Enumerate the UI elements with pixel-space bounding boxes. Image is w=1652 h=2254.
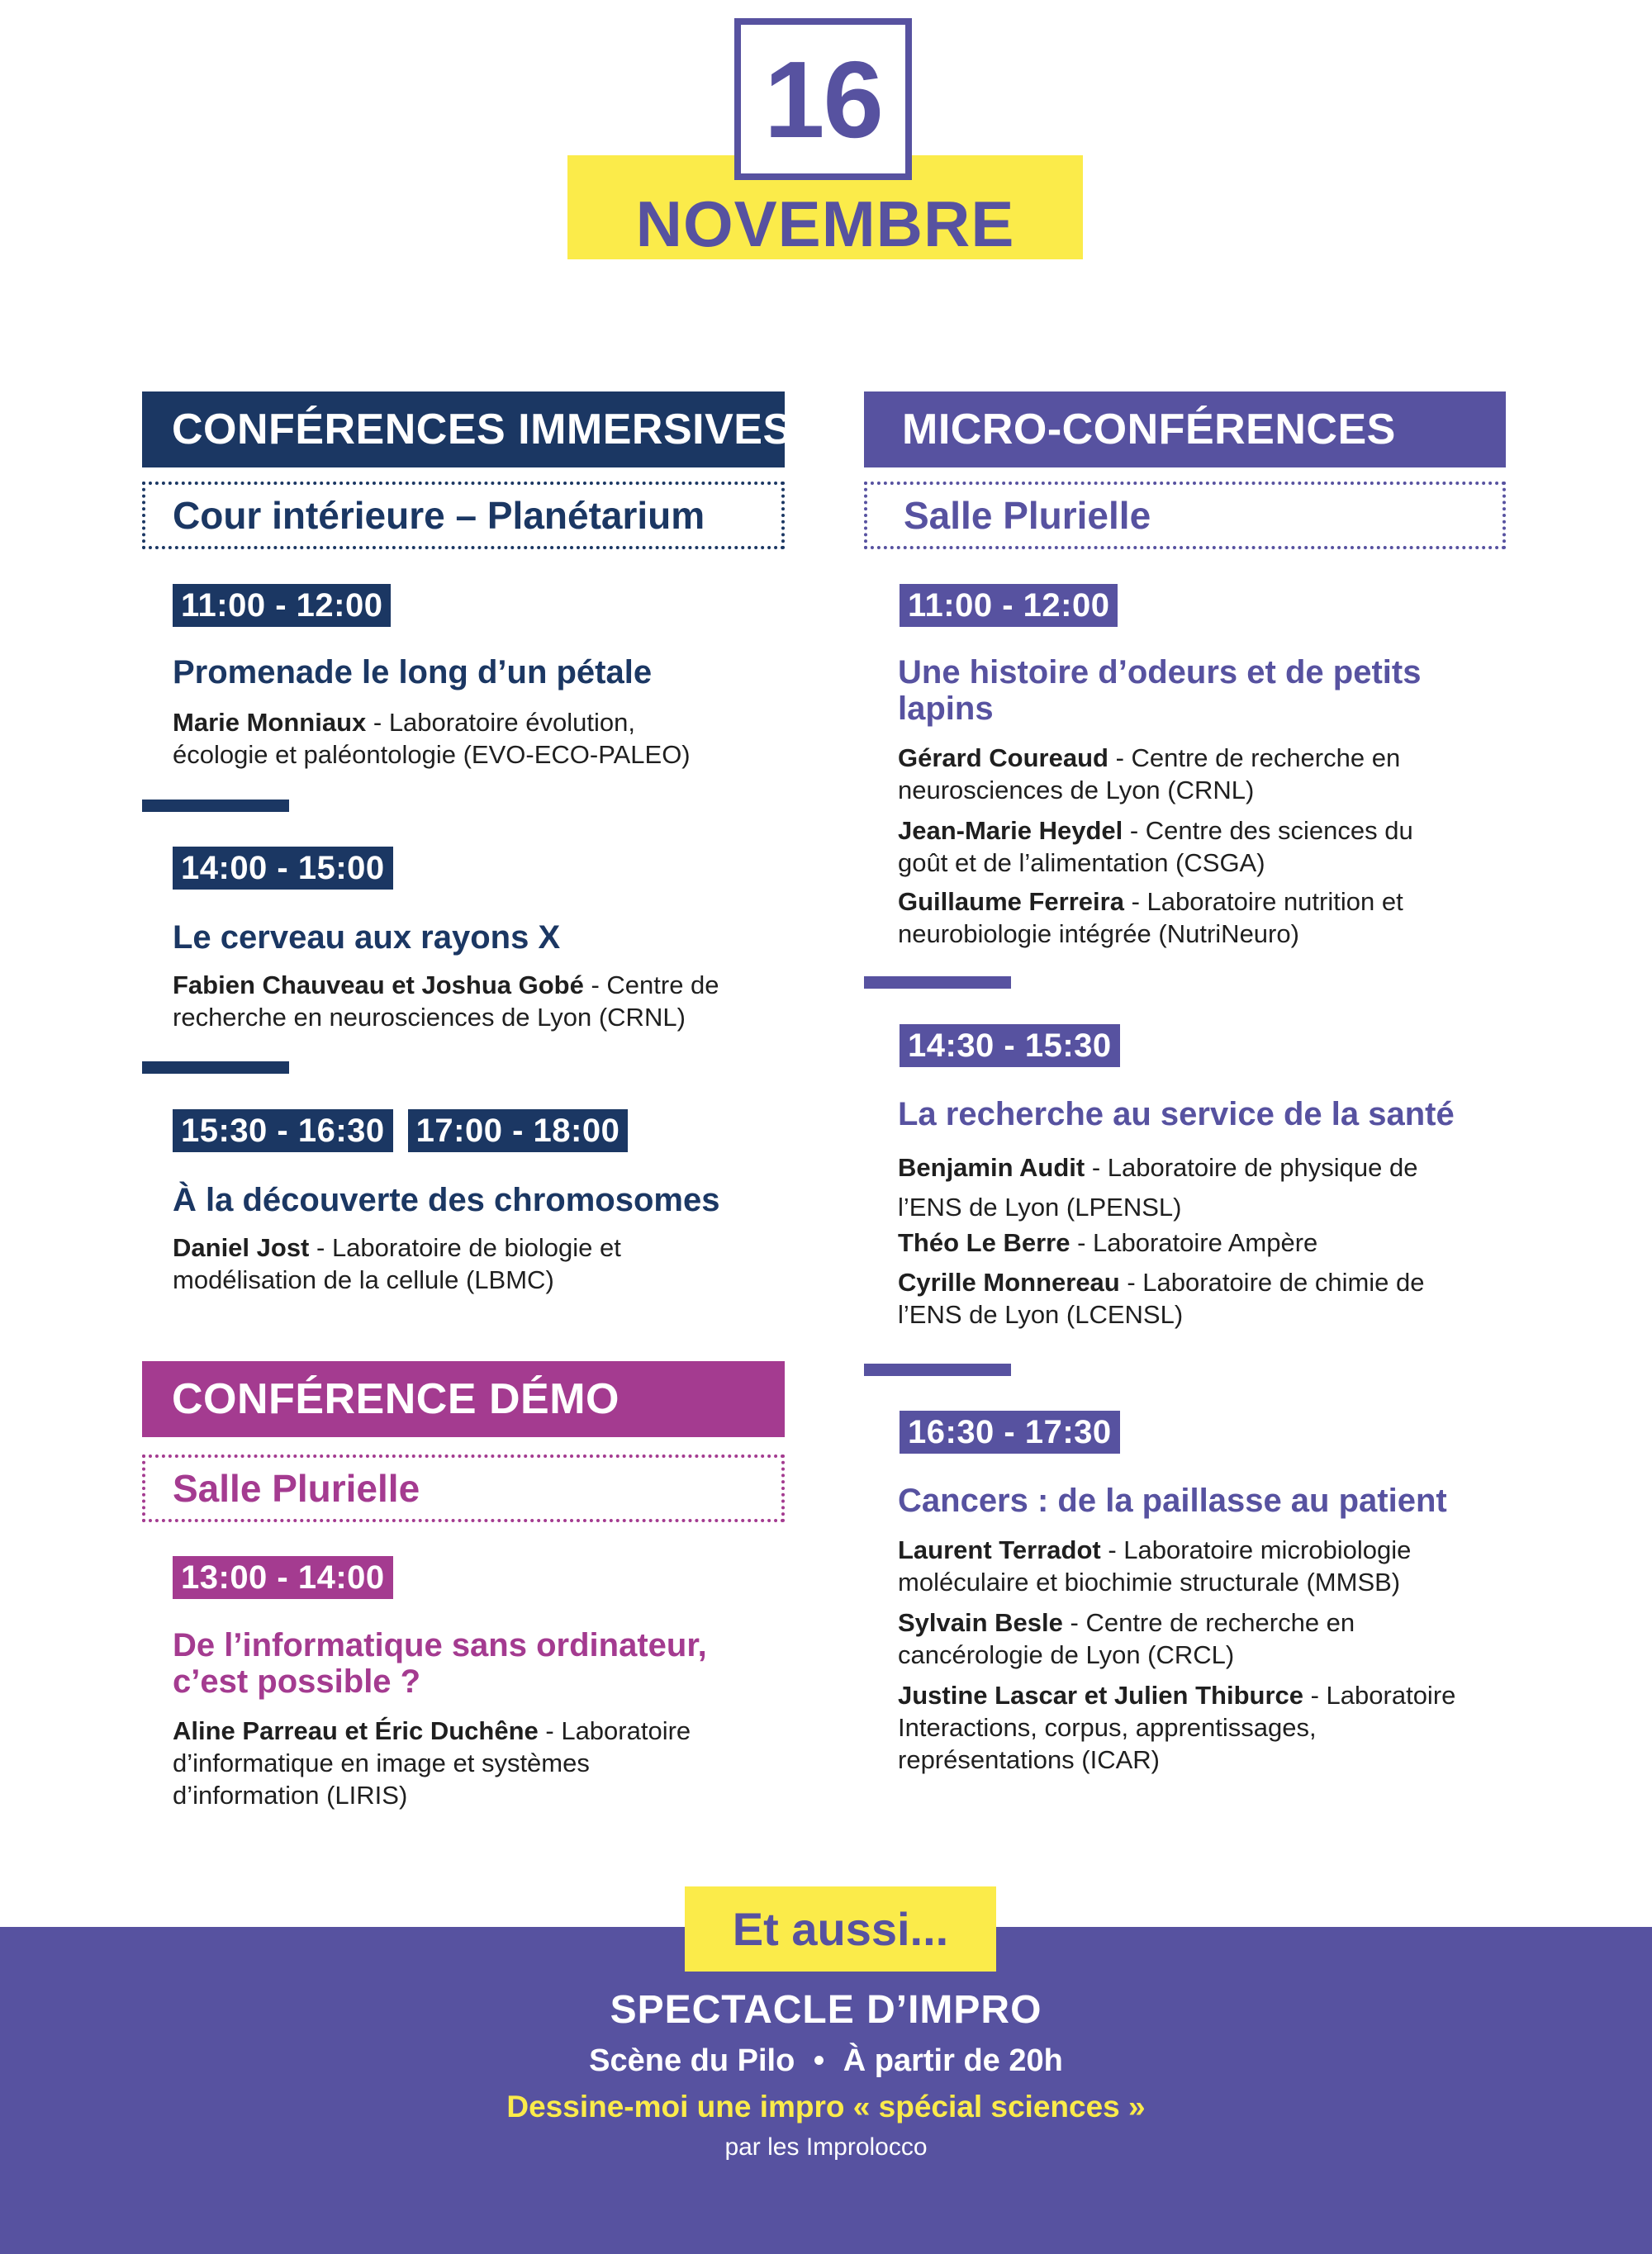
speaker-affiliation-cont: Interactions, corpus, apprentissages, — [898, 1713, 1317, 1742]
speaker-affiliation-cont: goût et de l’alimentation (CSGA) — [898, 848, 1265, 877]
speaker-affiliation: - Laboratoire de physique de — [1085, 1153, 1418, 1182]
time-tag: 13:00 - 14:00 — [173, 1556, 393, 1599]
footer-time: À partir de 20h — [843, 2043, 1063, 2078]
divider — [142, 1061, 289, 1074]
speaker-affiliation-cont: l’ENS de Lyon (LCENSL) — [898, 1300, 1184, 1329]
speaker — [173, 706, 691, 771]
session-title — [173, 1627, 707, 1700]
demo-banner: CONFÉRENCE DÉMO — [142, 1361, 785, 1437]
footer-title: SPECTACLE D’IMPRO — [610, 1988, 1042, 2032]
speaker-affiliation: - Centre de recherche en — [1062, 1608, 1355, 1637]
divider — [864, 1364, 1011, 1376]
speaker-name: Guillaume Ferreira — [898, 887, 1124, 916]
speaker — [898, 814, 1413, 879]
speaker-name: Aline Parreau et Éric Duchêne — [173, 1716, 539, 1745]
speaker-affiliation-cont: cancérologie de Lyon (CRCL) — [898, 1640, 1235, 1669]
speaker-affiliation-cont: neurobiologie intégrée (NutriNeuro) — [898, 919, 1299, 948]
speaker-name: Laurent Terradot — [898, 1535, 1101, 1564]
speaker-affiliation-cont: d’information (LIRIS) — [173, 1781, 408, 1810]
micro-banner: MICRO-CONFÉRENCES — [864, 391, 1506, 467]
speaker-name: Jean-Marie Heydel — [898, 816, 1123, 845]
speaker-affiliation: - Laboratoire — [538, 1716, 691, 1745]
speaker-name: Théo Le Berre — [898, 1228, 1070, 1257]
session-title: Cancers : de la paillasse au patient — [898, 1483, 1447, 1519]
speaker-affiliation-cont: moléculaire et biochimie structurale (MMSB) — [898, 1568, 1401, 1597]
footer-separator: • — [813, 2043, 825, 2078]
speaker — [898, 1534, 1411, 1598]
speaker — [898, 1227, 1317, 1259]
divider — [864, 976, 1011, 989]
speaker-name: Marie Monniaux — [173, 708, 367, 737]
speaker-affiliation-cont: l’ENS de Lyon (LPENSL) — [898, 1193, 1182, 1222]
session-title: La recherche au service de la santé — [898, 1096, 1455, 1132]
speaker — [898, 742, 1400, 806]
speaker — [173, 1231, 621, 1296]
speaker — [898, 1148, 1417, 1227]
session-title-line: lapins — [898, 690, 994, 727]
speaker-affiliation-cont: modélisation de la cellule (LBMC) — [173, 1265, 554, 1294]
speaker-name: Benjamin Audit — [898, 1153, 1085, 1182]
session-micro-1 — [900, 584, 1118, 627]
speaker-affiliation: - Centre de — [583, 970, 719, 999]
speaker-affiliation: - Centre des sciences du — [1123, 816, 1413, 845]
time-tag: 15:30 - 16:30 — [173, 1109, 393, 1152]
speaker-affiliation-cont: écologie et paléontologie (EVO-ECO-PALEO) — [173, 740, 691, 769]
time-tag: 16:30 - 17:30 — [900, 1411, 1120, 1454]
session-micro-2 — [900, 1024, 1120, 1067]
speaker-affiliation: - Laboratoire évolution, — [366, 708, 635, 737]
speaker-affiliation: - Laboratoire Ampère — [1070, 1228, 1318, 1257]
immersives-venue: Cour intérieure – Planétarium — [142, 482, 785, 549]
speaker-affiliation: - Laboratoire nutrition et — [1123, 887, 1403, 916]
speaker — [898, 885, 1403, 950]
session-demo-1 — [173, 1556, 393, 1599]
footer-by: par les Improlocco — [724, 2133, 928, 2161]
day-number: 16 — [734, 18, 912, 180]
session-title-line: Une histoire d’odeurs et de petits — [898, 654, 1422, 690]
session-micro-3 — [900, 1411, 1120, 1454]
speaker-name: Sylvain Besle — [898, 1608, 1063, 1637]
speaker-affiliation-cont: représentations (ICAR) — [898, 1745, 1161, 1774]
speaker — [173, 969, 719, 1033]
footer-show: Dessine-moi une impro « spécial sciences » — [506, 2090, 1146, 2124]
speaker-affiliation-cont: recherche en neurosciences de Lyon (CRNL) — [173, 1003, 686, 1032]
session-title-line: c’est possible ? — [173, 1663, 421, 1700]
speaker-name: Daniel Jost — [173, 1233, 310, 1262]
immersives-banner: CONFÉRENCES IMMERSIVES — [142, 391, 785, 467]
speaker — [898, 1266, 1425, 1331]
session-title — [898, 654, 1421, 727]
speaker-name: Justine Lascar et Julien Thiburce — [898, 1681, 1303, 1710]
speaker-affiliation: - Laboratoire de chimie de — [1119, 1268, 1425, 1297]
time-tag: 11:00 - 12:00 — [173, 584, 391, 627]
speaker — [898, 1606, 1355, 1671]
speaker-affiliation-cont: d’informatique en image et systèmes — [173, 1749, 590, 1777]
speaker-affiliation: - Laboratoire — [1303, 1681, 1456, 1710]
speaker-name: Cyrille Monnereau — [898, 1268, 1120, 1297]
speaker-affiliation: - Laboratoire microbiologie — [1100, 1535, 1412, 1564]
time-tag: 11:00 - 12:00 — [900, 584, 1118, 627]
divider — [142, 800, 289, 812]
speaker-affiliation-cont: neurosciences de Lyon (CRNL) — [898, 776, 1255, 804]
session-title: Promenade le long d’un pétale — [173, 654, 653, 690]
speaker — [898, 1679, 1455, 1776]
month-label: NOVEMBRE — [635, 187, 1015, 260]
speaker-affiliation: - Laboratoire de biologie et — [309, 1233, 621, 1262]
speaker-affiliation: - Centre de recherche en — [1108, 743, 1401, 772]
micro-venue: Salle Plurielle — [864, 482, 1506, 549]
session-title: Le cerveau aux rayons X — [173, 919, 561, 956]
time-tag: 14:30 - 15:30 — [900, 1024, 1120, 1067]
footer-tag: Et aussi... — [685, 1886, 996, 1972]
time-tag: 14:00 - 15:00 — [173, 847, 393, 890]
footer-place-time — [0, 2043, 1652, 2079]
session-title: À la découverte des chromosomes — [173, 1182, 720, 1218]
session-immersives-1 — [173, 584, 391, 627]
session-immersives-2 — [173, 847, 393, 890]
session-immersives-3 — [173, 1109, 628, 1152]
session-title-line: De l’informatique sans ordinateur, — [173, 1627, 707, 1663]
time-tag-second: 17:00 - 18:00 — [408, 1109, 629, 1152]
demo-venue: Salle Plurielle — [142, 1454, 785, 1522]
speaker — [173, 1715, 691, 1811]
speaker-name: Gérard Coureaud — [898, 743, 1108, 772]
speaker-name: Fabien Chauveau et Joshua Gobé — [173, 970, 584, 999]
footer-place: Scène du Pilo — [589, 2043, 795, 2078]
